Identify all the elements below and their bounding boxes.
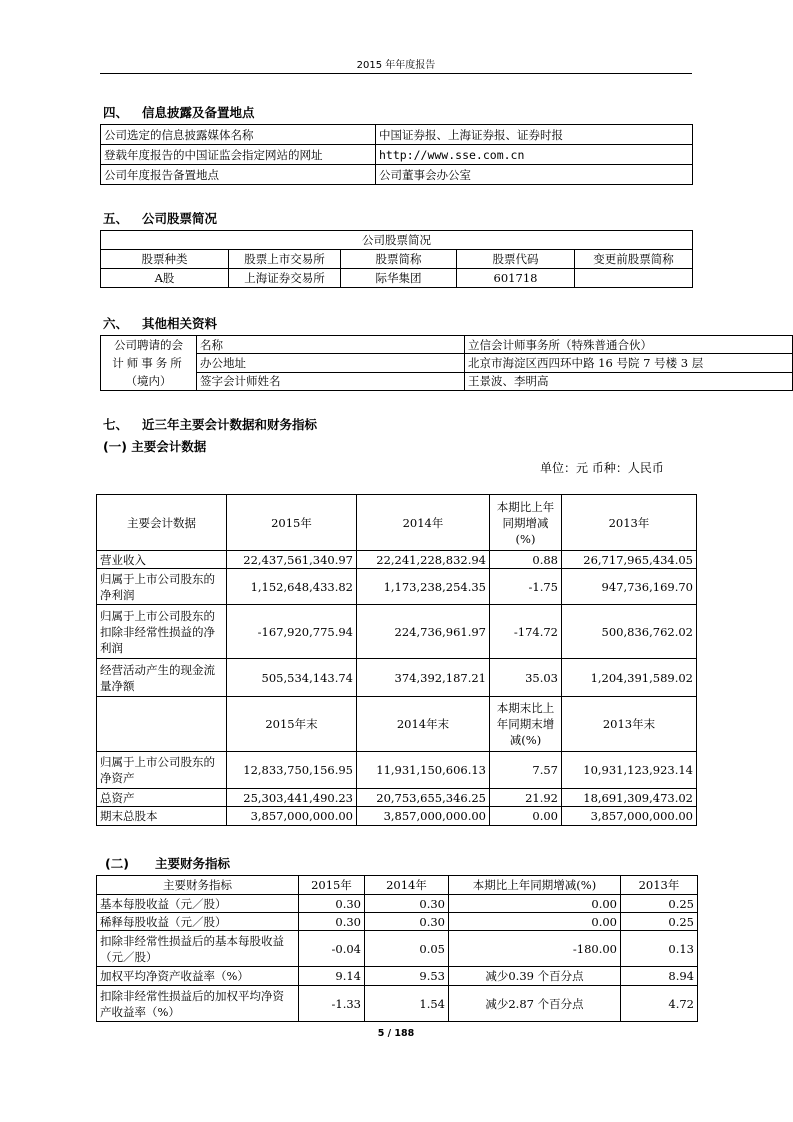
table-cell: 0.05 [365, 931, 449, 967]
column-header: 2015年 [299, 876, 365, 895]
table-cell: 际华集团 [341, 269, 457, 288]
financial-indicators-table [96, 875, 698, 1022]
row-label: 扣除非经常性损益后的基本每股收益（元／股） [97, 931, 299, 967]
section-number: 五、 [103, 211, 129, 226]
table-row [101, 231, 693, 250]
table-header-row [97, 697, 697, 752]
table-row [101, 336, 793, 354]
subsection-heading-2 [105, 854, 230, 872]
table-cell: 公司董事会办公室 [376, 165, 693, 185]
table-cell [575, 269, 693, 288]
column-header: 股票代码 [457, 250, 575, 269]
row-label: 扣除非经常性损益后的加权平均净资产收益率（%） [97, 986, 299, 1022]
subsection-number: (二) [105, 856, 129, 871]
table-cell: 0.00 [449, 895, 621, 913]
table-row [97, 605, 697, 659]
table-cell: 名称 [197, 336, 465, 354]
column-header: 2014年 [365, 876, 449, 895]
table-header-row [97, 876, 698, 895]
table-cell: 办公地址 [197, 354, 465, 372]
table-cell: 王景波、李明高 [465, 372, 793, 390]
table-cell: 4.72 [621, 986, 698, 1022]
table-cell: 3,857,000,000.00 [227, 807, 357, 826]
table-cell: 公司年度报告备置地点 [101, 165, 376, 185]
table-cell: 9.53 [365, 967, 449, 986]
section-number: 七、 [103, 417, 129, 432]
subsection-title: 主要财务指标 [154, 856, 230, 871]
table-cell: 上海证券交易所 [229, 269, 341, 288]
table-cell: -167,920,775.94 [227, 605, 357, 659]
table-cell: 0.88 [490, 551, 562, 569]
column-header: 2013年 [621, 876, 698, 895]
column-header: 本期比上年同期增减(%) [490, 495, 562, 551]
section-heading-5 [103, 209, 217, 227]
section-heading-7 [103, 415, 317, 433]
column-header: 股票种类 [101, 250, 229, 269]
table-cell: A股 [101, 269, 229, 288]
table-cell: 0.30 [365, 913, 449, 931]
table-cell: 1,173,238,254.35 [357, 569, 490, 605]
table-cell: 25,303,441,490.23 [227, 789, 357, 807]
row-label: 期末总股本 [97, 807, 227, 826]
table-cell: 35.03 [490, 659, 562, 697]
table-row [97, 752, 697, 789]
table-cell: 1.54 [365, 986, 449, 1022]
column-header: 股票简称 [341, 250, 457, 269]
section-title: 公司股票简况 [142, 211, 218, 226]
stock-table [100, 230, 693, 288]
table-cell: 0.30 [299, 913, 365, 931]
group-label-line: 计师事务所 [112, 356, 185, 370]
table-row [97, 789, 697, 807]
table-cell: 减少0.39 个百分点 [449, 967, 621, 986]
row-label: 稀释每股收益（元／股） [97, 913, 299, 931]
table-title: 公司股票简况 [101, 231, 693, 250]
row-label: 基本每股收益（元／股） [97, 895, 299, 913]
table-row [97, 807, 697, 826]
table-row [97, 895, 698, 913]
table-cell: 601718 [457, 269, 575, 288]
table-cell: 505,534,143.74 [227, 659, 357, 697]
table-row [101, 354, 793, 372]
table-cell: 26,717,965,434.05 [562, 551, 697, 569]
table-cell: 18,691,309,473.02 [562, 789, 697, 807]
table-cell: 3,857,000,000.00 [357, 807, 490, 826]
row-label: 归属于上市公司股东的扣除非经常性损益的净利润 [97, 605, 227, 659]
auditor-table [100, 335, 793, 391]
table-cell: 947,736,169.70 [562, 569, 697, 605]
group-label-line: （境内） [125, 374, 172, 388]
table-cell: 登载年度报告的中国证监会指定网站的网址 [101, 145, 376, 165]
column-header: 2013年末 [562, 697, 697, 752]
unit-note: 单位：元 币种：人民币 [540, 461, 664, 475]
section-title: 信息披露及备置地点 [142, 105, 255, 120]
column-header: 2013年 [562, 495, 697, 551]
table-cell: -1.75 [490, 569, 562, 605]
section-title: 其他相关资料 [142, 316, 218, 331]
table-cell: 0.30 [365, 895, 449, 913]
table-row [101, 165, 693, 185]
table-cell: 22,437,561,340.97 [227, 551, 357, 569]
table-cell: 0.30 [299, 895, 365, 913]
table-row [97, 986, 698, 1022]
table-cell: 374,392,187.21 [357, 659, 490, 697]
group-label-line: 公司聘请的会 [114, 338, 183, 352]
page-header: 2015 年年度报告 [356, 60, 436, 71]
table-cell: -1.33 [299, 986, 365, 1022]
table-header-row [101, 250, 693, 269]
column-header: 2014年末 [357, 697, 490, 752]
table-row [97, 931, 698, 967]
table-cell: 20,753,655,346.25 [357, 789, 490, 807]
table-cell: 中国证券报、上海证券报、证券时报 [376, 125, 693, 145]
column-header: 2014年 [357, 495, 490, 551]
table-row [101, 269, 693, 288]
table-row [101, 372, 793, 390]
table-row [97, 551, 697, 569]
table-cell: 3,857,000,000.00 [562, 807, 697, 826]
table-cell: 0.00 [490, 807, 562, 826]
table-cell: 0.00 [449, 913, 621, 931]
section-heading-6 [103, 314, 217, 332]
section-number: 六、 [103, 316, 129, 331]
section-number: 四、 [103, 105, 129, 120]
column-header: 股票上市交易所 [229, 250, 341, 269]
column-header: 主要财务指标 [97, 876, 299, 895]
table-cell: 22,241,228,832.94 [357, 551, 490, 569]
accounting-data-table [96, 494, 697, 826]
table-cell: 1,204,391,589.02 [562, 659, 697, 697]
column-header: 变更前股票简称 [575, 250, 693, 269]
table-cell: 减少2.87 个百分点 [449, 986, 621, 1022]
row-label: 总资产 [97, 789, 227, 807]
table-cell: 0.25 [621, 913, 698, 931]
table-header-row [97, 495, 697, 551]
disclosure-table [100, 124, 693, 185]
table-cell: 0.25 [621, 895, 698, 913]
table-cell: 21.92 [490, 789, 562, 807]
table-cell: 1,152,648,433.82 [227, 569, 357, 605]
table-cell: 500,836,762.02 [562, 605, 697, 659]
table-row [97, 913, 698, 931]
subsection-heading-1: (一) 主要会计数据 [103, 439, 207, 454]
row-label: 营业收入 [97, 551, 227, 569]
section-heading-4 [103, 103, 255, 121]
table-cell: 10,931,123,923.14 [562, 752, 697, 789]
website-link[interactable]: http://www.sse.com.cn [376, 145, 693, 165]
header-divider [100, 73, 692, 74]
column-header: 主要会计数据 [97, 495, 227, 551]
row-label: 加权平均净资产收益率（%） [97, 967, 299, 986]
table-row [97, 659, 697, 697]
row-label: 归属于上市公司股东的净资产 [97, 752, 227, 789]
table-row [97, 569, 697, 605]
table-cell: 0.13 [621, 931, 698, 967]
column-header: 2015年末 [227, 697, 357, 752]
column-header: 2015年 [227, 495, 357, 551]
table-cell: 9.14 [299, 967, 365, 986]
table-cell: 11,931,150,606.13 [357, 752, 490, 789]
column-header [97, 697, 227, 752]
auditor-group-label [101, 336, 197, 391]
table-row [101, 125, 693, 145]
table-cell: 公司选定的信息披露媒体名称 [101, 125, 376, 145]
table-cell: 立信会计师事务所（特殊普通合伙） [465, 336, 793, 354]
table-cell: 8.94 [621, 967, 698, 986]
table-cell: -180.00 [449, 931, 621, 967]
table-cell: -174.72 [490, 605, 562, 659]
column-header: 本期比上年同期增减(%) [449, 876, 621, 895]
table-cell: -0.04 [299, 931, 365, 967]
table-cell: 北京市海淀区西四环中路 16 号院 7 号楼 3 层 [465, 354, 793, 372]
row-label: 归属于上市公司股东的净利润 [97, 569, 227, 605]
table-cell: 224,736,961.97 [357, 605, 490, 659]
row-label: 经营活动产生的现金流量净额 [97, 659, 227, 697]
table-row [101, 145, 693, 165]
table-row [97, 967, 698, 986]
table-cell: 签字会计师姓名 [197, 372, 465, 390]
table-cell: 7.57 [490, 752, 562, 789]
column-header: 本期末比上年同期末增减(%) [490, 697, 562, 752]
page-number: 5 / 188 [377, 1028, 415, 1039]
section-title: 近三年主要会计数据和财务指标 [142, 417, 318, 432]
table-cell: 12,833,750,156.95 [227, 752, 357, 789]
